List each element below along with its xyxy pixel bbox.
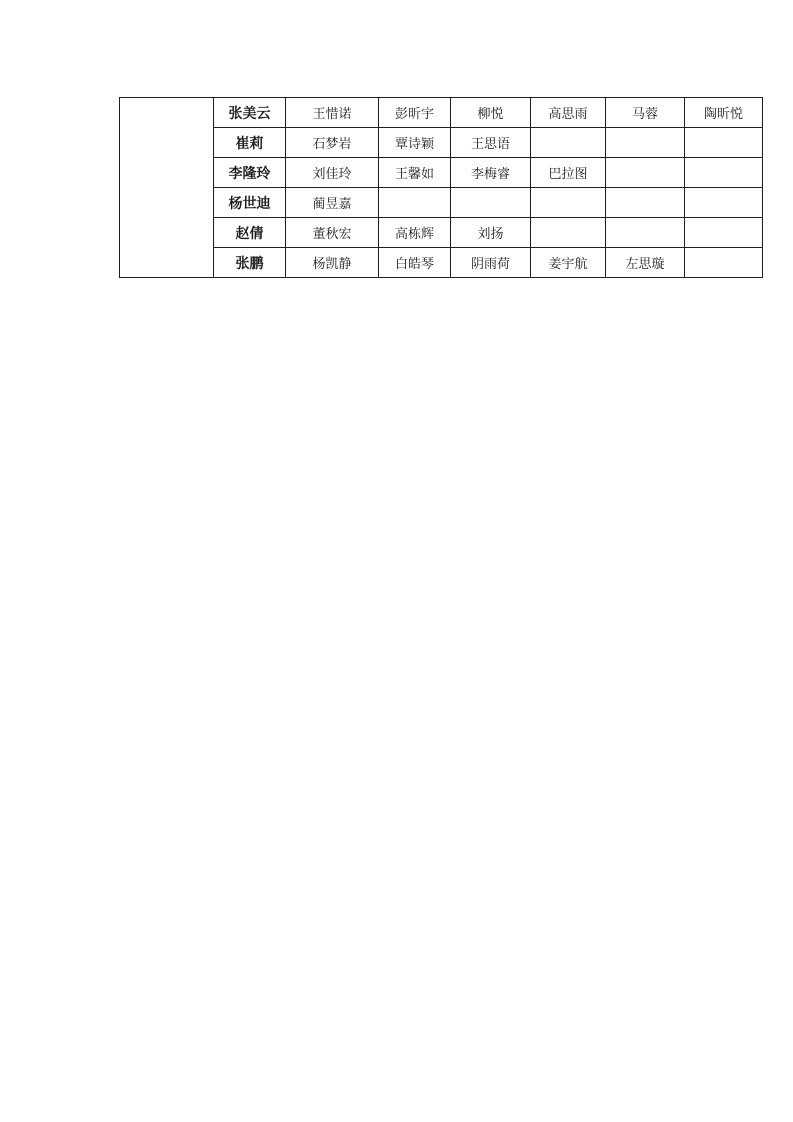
member-cell — [685, 218, 763, 248]
leader-cell: 张鹏 — [214, 248, 286, 278]
member-cell: 蔺昱嘉 — [286, 188, 379, 218]
member-cell: 马蓉 — [606, 98, 685, 128]
member-cell: 石梦岩 — [286, 128, 379, 158]
member-cell — [685, 188, 763, 218]
member-cell — [606, 218, 685, 248]
member-cell — [531, 218, 606, 248]
member-cell: 左思璇 — [606, 248, 685, 278]
table-row — [120, 98, 763, 128]
member-cell: 阴雨荷 — [451, 248, 531, 278]
member-cell — [531, 128, 606, 158]
member-cell: 刘佳玲 — [286, 158, 379, 188]
member-cell: 姜宇航 — [531, 248, 606, 278]
member-cell — [606, 188, 685, 218]
member-cell: 白皓琴 — [379, 248, 451, 278]
leader-cell: 崔莉 — [214, 128, 286, 158]
roster-table — [119, 97, 763, 278]
leader-cell: 张美云 — [214, 98, 286, 128]
table-row — [120, 248, 763, 278]
member-cell: 刘扬 — [451, 218, 531, 248]
member-cell: 巴拉图 — [531, 158, 606, 188]
leader-cell: 李隆玲 — [214, 158, 286, 188]
member-cell: 覃诗颖 — [379, 128, 451, 158]
member-cell — [379, 188, 451, 218]
member-cell — [606, 158, 685, 188]
member-cell: 杨凯静 — [286, 248, 379, 278]
member-cell: 李梅睿 — [451, 158, 531, 188]
member-cell — [531, 188, 606, 218]
table-row — [120, 158, 763, 188]
member-cell: 王惜诺 — [286, 98, 379, 128]
member-cell: 王馨如 — [379, 158, 451, 188]
member-cell — [685, 128, 763, 158]
table-row — [120, 188, 763, 218]
leader-cell: 赵倩 — [214, 218, 286, 248]
member-cell — [451, 188, 531, 218]
leader-cell: 杨世迪 — [214, 188, 286, 218]
member-cell: 陶昕悦 — [685, 98, 763, 128]
member-cell: 高思雨 — [531, 98, 606, 128]
table-row — [120, 218, 763, 248]
member-cell: 王思语 — [451, 128, 531, 158]
member-cell: 董秋宏 — [286, 218, 379, 248]
member-cell: 高栋辉 — [379, 218, 451, 248]
member-cell — [685, 248, 763, 278]
member-cell: 柳悦 — [451, 98, 531, 128]
member-cell — [606, 128, 685, 158]
member-cell: 彭昕宇 — [379, 98, 451, 128]
table-row — [120, 128, 763, 158]
blank-merged-cell — [120, 98, 214, 278]
member-cell — [685, 158, 763, 188]
